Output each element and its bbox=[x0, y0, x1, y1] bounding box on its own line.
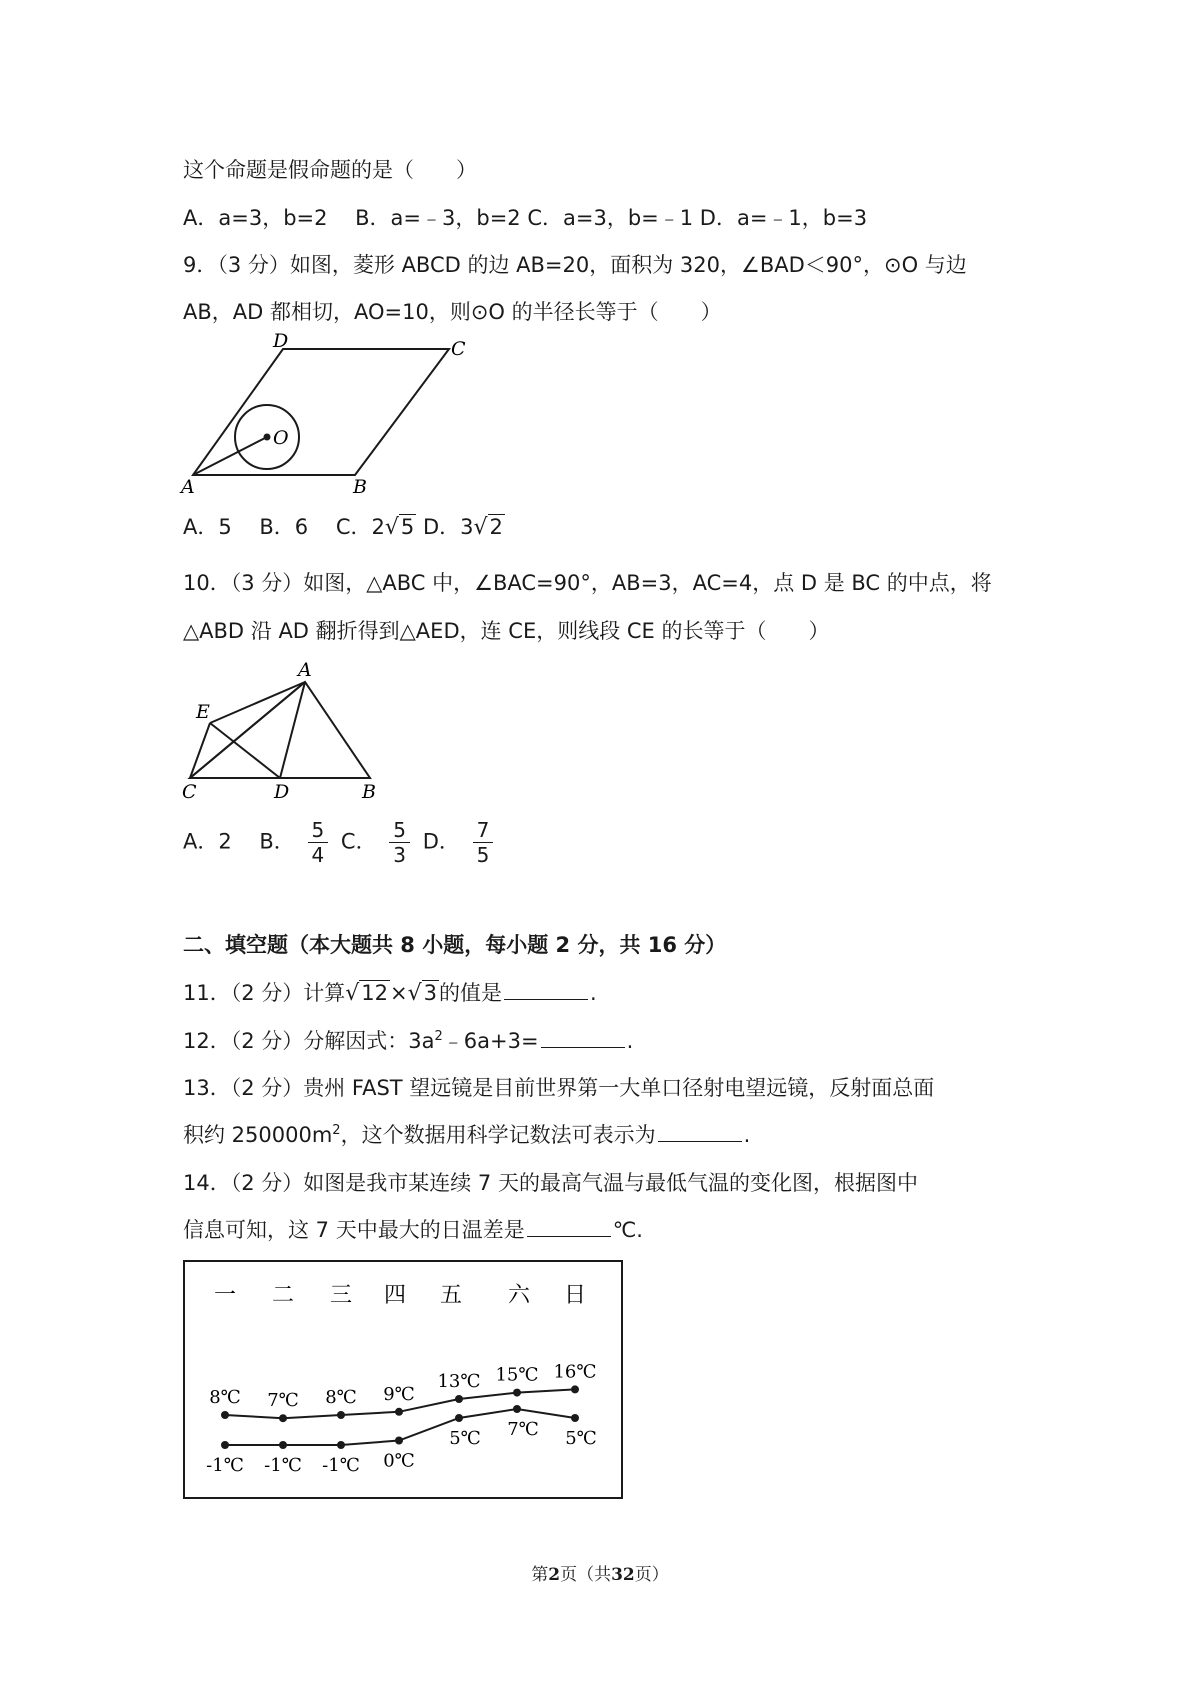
sqrt-12: √12 bbox=[345, 981, 389, 1006]
sqrt-2: √2 bbox=[473, 515, 503, 540]
section2-title: 二、填空题（本大题共 8 小题，每小题 2 分，共 16 分） bbox=[183, 933, 727, 957]
q10-stem-line1: 10．（3 分）如图，△ABC 中，∠BAC=90°，AB=3，AC=4，点 D 是 BC 的中点，将 bbox=[183, 571, 992, 595]
label-a: A bbox=[298, 659, 312, 681]
label-o: O bbox=[273, 427, 289, 449]
segment-ae bbox=[210, 682, 305, 723]
label-e: E bbox=[196, 701, 210, 723]
label-d: D bbox=[274, 781, 290, 803]
q9-options: A．5 B．6 C．2√5 D．3√2 bbox=[183, 512, 505, 543]
frac-7-5: $\frac{7}{5}$ bbox=[473, 818, 494, 867]
low-temp-label: -1℃ bbox=[206, 1455, 244, 1476]
day-label: 三 bbox=[329, 1283, 353, 1308]
q14-answer-blank[interactable] bbox=[527, 1216, 611, 1237]
q10-stem-line2: △ABD 沿 AD 翻折得到△AED，连 CE，则线段 CE 的长等于（ ） bbox=[183, 619, 830, 643]
q13-answer-blank[interactable] bbox=[658, 1121, 742, 1142]
q14-line1: 14．（2 分）如图是我市某连续 7 天的最高气温与最低气温的变化图，根据图中 bbox=[183, 1171, 918, 1195]
frac-5-4: $\frac{5}{4}$ bbox=[308, 818, 329, 867]
label-b: B bbox=[353, 476, 367, 498]
low-temp-label: 5℃ bbox=[449, 1428, 481, 1449]
q10-triangle-figure bbox=[178, 659, 398, 803]
high-temp-point bbox=[571, 1385, 579, 1393]
q14-line2: 信息可知，这 7 天中最大的日温差是 ℃. bbox=[183, 1218, 643, 1242]
high-temp-label: 8℃ bbox=[209, 1387, 241, 1408]
frac-5-3: $\frac{5}{3}$ bbox=[389, 818, 410, 867]
sqrt-3: √3 bbox=[407, 981, 438, 1006]
low-temp-point bbox=[221, 1441, 229, 1449]
low-temp-label: 0℃ bbox=[383, 1450, 415, 1472]
q9-rhombus-figure bbox=[181, 330, 483, 498]
high-temp-label: 15℃ bbox=[495, 1364, 539, 1386]
high-temp-label: 16℃ bbox=[553, 1361, 597, 1383]
low-temp-label: 7℃ bbox=[507, 1419, 539, 1440]
point-o bbox=[264, 434, 271, 441]
label-d: D bbox=[273, 330, 289, 352]
label-c: C bbox=[182, 781, 197, 803]
high-temp-point bbox=[395, 1408, 403, 1416]
low-temp-label: -1℃ bbox=[322, 1455, 360, 1476]
day-label: 四 bbox=[383, 1283, 407, 1308]
day-label: 六 bbox=[507, 1283, 531, 1308]
sqrt-5: √5 bbox=[384, 515, 415, 540]
q10-options: A．2 B． $\frac{5}{4}$ C． $\frac{5}{3}$ D． $\frac{7}{5}$ bbox=[183, 818, 499, 867]
q11: 11．（2 分）计算√12×√3的值是 . bbox=[183, 978, 597, 1009]
high-temp-label: 9℃ bbox=[383, 1383, 415, 1405]
low-temp-point bbox=[513, 1405, 521, 1413]
day-label: 日 bbox=[563, 1283, 587, 1308]
segment-ao bbox=[193, 437, 267, 475]
q11-answer-blank[interactable] bbox=[504, 979, 588, 1000]
triangle-abc bbox=[190, 682, 370, 778]
q13-line2: 积约 $250000m^2$，这个数据用科学记数法可表示为 . bbox=[183, 1123, 751, 1147]
high-temp-label: 13℃ bbox=[437, 1371, 481, 1392]
high-temp-point bbox=[221, 1411, 229, 1419]
day-label: 二 bbox=[271, 1283, 295, 1308]
segment-ad bbox=[280, 682, 305, 778]
label-b: B bbox=[362, 781, 376, 803]
high-temp-point bbox=[455, 1395, 463, 1403]
high-temp-point bbox=[279, 1414, 287, 1422]
q8-options: A．a=3，b=2 B．a=﹣3，b=2 C．a=3，b=﹣1 D．a=﹣1，b=3 bbox=[183, 206, 868, 230]
low-temp-label: -1℃ bbox=[264, 1455, 302, 1476]
low-temp-point bbox=[279, 1441, 287, 1449]
low-temp-point bbox=[395, 1437, 403, 1445]
low-temp-label: 5℃ bbox=[565, 1428, 597, 1449]
high-temp-label: 7℃ bbox=[267, 1390, 299, 1412]
page-footer: 第2页（共32页） bbox=[531, 1565, 669, 1585]
label-a: A bbox=[181, 476, 195, 498]
label-c: C bbox=[451, 338, 466, 360]
q9-stem-line1: 9．（3 分）如图，菱形 ABCD 的边 AB=20，面积为 320，∠BAD＜90°，⊙O 与边 bbox=[183, 253, 967, 277]
q13-line1: 13．（2 分）贵州 FAST 望远镜是目前世界第一大单口径射电望远镜，反射面总面 bbox=[183, 1076, 935, 1100]
q8-stem-end: 这个命题是假命题的是（ ） bbox=[183, 158, 477, 182]
q9-stem-line2: AB，AD 都相切，AO=10，则⊙O 的半径长等于（ ） bbox=[183, 300, 722, 324]
day-label: 五 bbox=[439, 1283, 463, 1308]
low-temp-point bbox=[455, 1414, 463, 1422]
high-temp-label: 8℃ bbox=[325, 1387, 357, 1408]
day-label: 一 bbox=[213, 1283, 237, 1308]
high-temp-point bbox=[337, 1411, 345, 1419]
temperature-chart bbox=[183, 1260, 623, 1500]
q12: 12．（2 分）分解因式：$3a^2﹣6a+3=$ . bbox=[183, 1029, 634, 1053]
q12-answer-blank[interactable] bbox=[541, 1027, 625, 1048]
high-temp-point bbox=[513, 1389, 521, 1397]
low-temp-point bbox=[571, 1414, 579, 1422]
low-temp-point bbox=[337, 1441, 345, 1449]
